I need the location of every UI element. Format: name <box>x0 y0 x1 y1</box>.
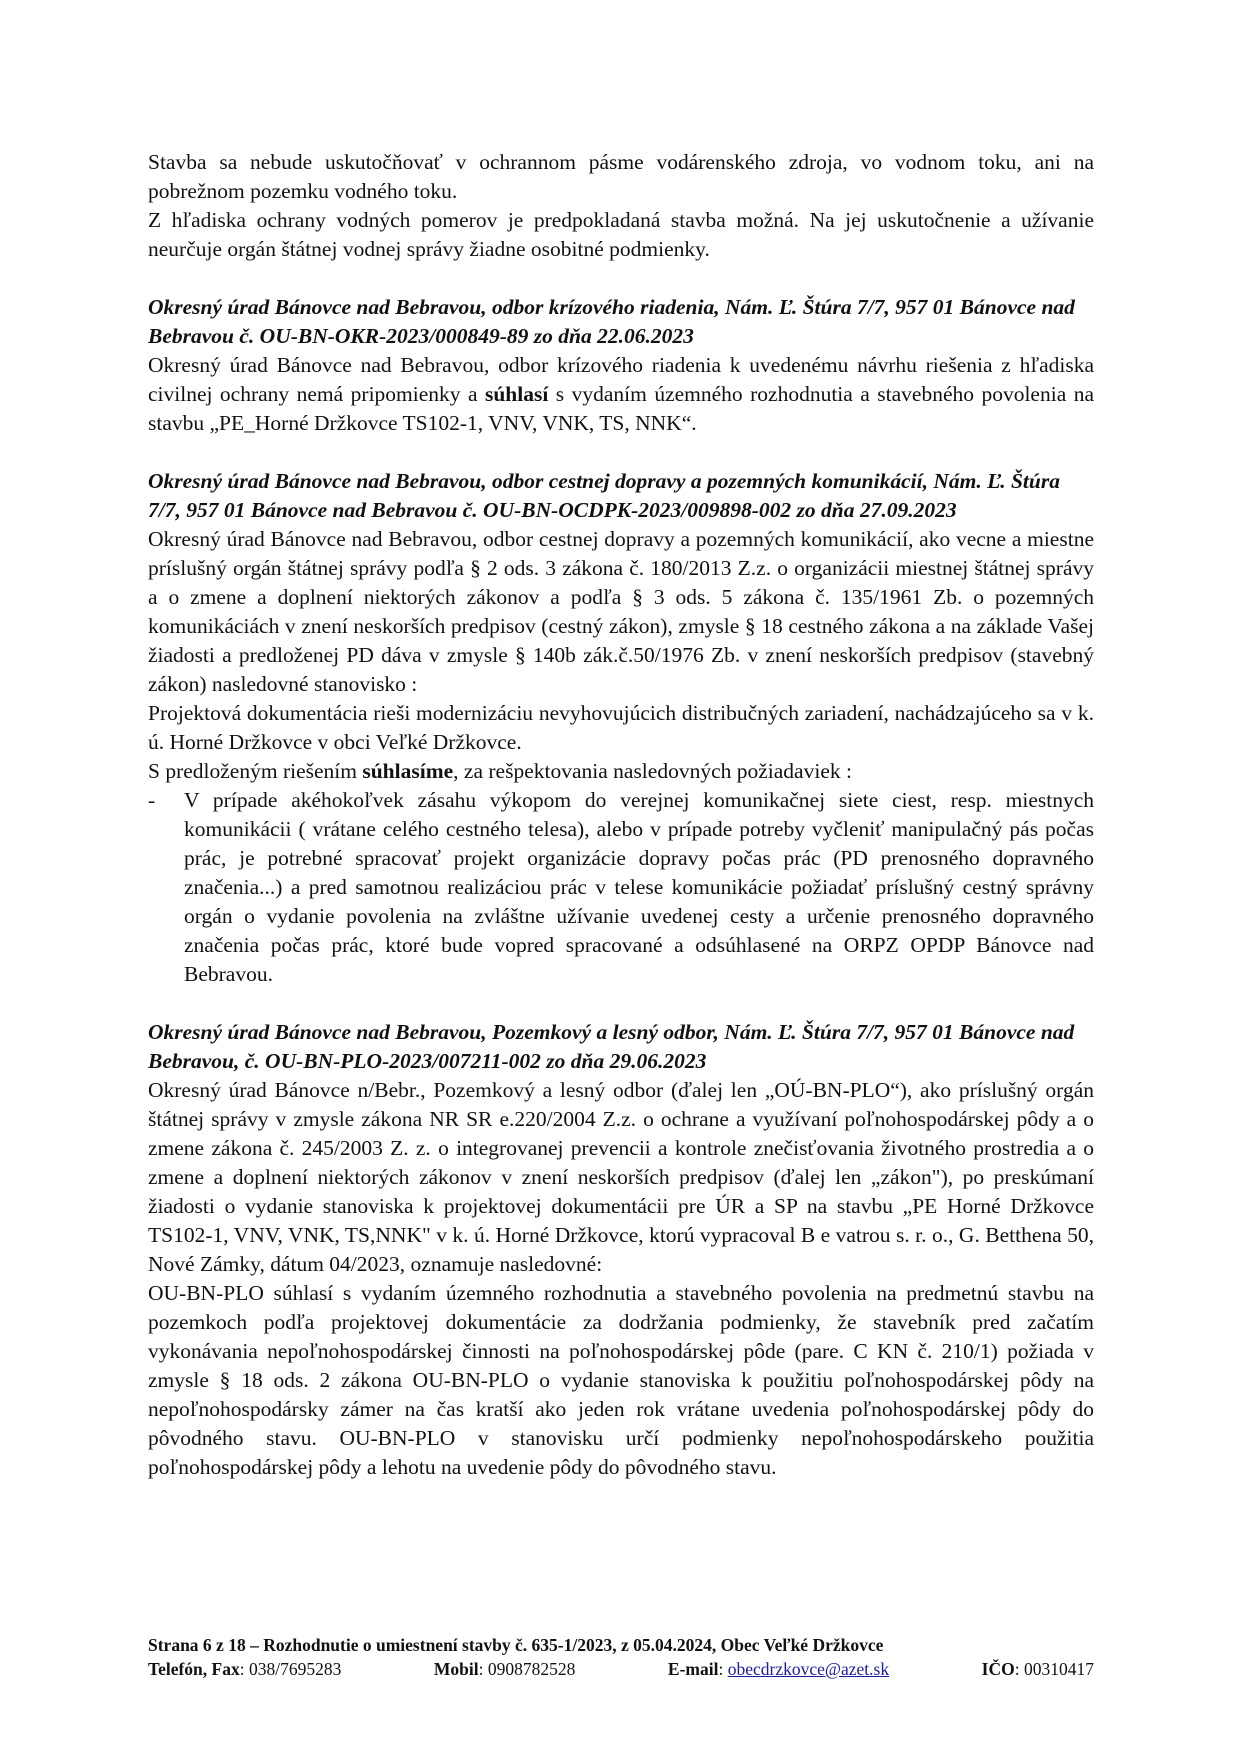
footer-email: E-mail: obecdrzkovce@azet.sk <box>667 1659 890 1679</box>
footer-phone: Telefón, Fax: 038/7695283 <box>148 1659 342 1679</box>
list-item: - V prípade akéhokoľvek zásahu výkopom do verejnej komunikačnej siete ciest, resp. miestnych komunikácii ( vrátane celého cestného telesa), alebo v prípade potreby vyčleniť manipulačný pás počas prác, je potrebné spracovať projekt organizácie dopravy počas prác (PD prenosného dopravného značenia...) a pred samotnou realizáciou prác v telese komunikácie požiadať príslušný cestný správny orgán o vydanie povolenia na zvláštne užívanie uvedenej cesty a určenie prenosného dopravného značenia počas prác, ktoré bude vopred spracované a odsúhlasené na ORPZ OPDP Bánovce nad Bebravou. <box>148 788 1094 986</box>
footer-mobile: Mobil: 0908782528 <box>433 1659 576 1679</box>
section-okr-heading: Okresný úrad Bánovce nad Bebravou, odbor krízového riadenia, Nám. Ľ. Štúra 7/7, 957 01 Bánovce nad Bebravou č. OU-BN-OKR-2023/000849-89 zo dňa 22.06.2023 <box>148 295 1075 348</box>
footer-contacts <box>148 1657 1094 1681</box>
section-ocdpk-paragraph-2: Projektová dokumentácia rieši modernizáciu nevyhovujúcich distribučných zariadení, nachádzajúceho sa v k. ú. Horné Držkovce v obci Veľké Držkovce. <box>148 701 1094 754</box>
document-page <box>148 148 1094 1482</box>
email-link[interactable]: obecdrzkovce@azet.sk <box>727 1659 890 1679</box>
footer-ico: IČO: 00310417 <box>981 1659 1094 1679</box>
footer-page-info: Strana 6 z 18 – Rozhodnutie o umiestnení stavby č. 635-1/2023, z 05.04.2024, Obec Veľké Držkovce <box>148 1635 884 1655</box>
section-plo-heading: Okresný úrad Bánovce nad Bebravou, Pozemkový a lesný odbor, Nám. Ľ. Štúra 7/7, 957 01 Bánovce nad Bebravou, č. OU-BN-PLO-2023/007211-002 zo dňa 29.06.2023 <box>148 1020 1075 1073</box>
section-ocdpk-heading: Okresný úrad Bánovce nad Bebravou, odbor cestnej dopravy a pozemných komunikácií, Nám. Ľ. Štúra 7/7, 957 01 Bánovce nad Bebravou č. OU-BN-OCDPK-2023/009898-002 zo dňa 27.09.2023 <box>148 469 1060 522</box>
section-ocdpk-paragraph-3: S predloženým riešením súhlasíme, za rešpektovania nasledovných požiadaviek : <box>148 759 852 783</box>
dash-bullet: - <box>148 788 156 812</box>
intro-paragraph-1: Stavba sa nebude uskutočňovať v ochrannom pásme vodárenského zdroja, vo vodnom toku, ani na pobrežnom pozemku vodného toku. <box>148 150 1094 203</box>
requirements-list <box>148 786 1094 989</box>
intro-paragraph-2: Z hľadiska ochrany vodných pomerov je predpokladaná stavba možná. Na jej uskutočnenie a užívanie neurčuje orgán štátnej vodnej správy žiadne osobitné podmienky. <box>148 208 1094 261</box>
section-plo-paragraph-1: Okresný úrad Bánovce n/Bebr., Pozemkový a lesný odbor (ďalej len „OÚ-BN-PLO“), ako príslušný orgán štátnej správy v zmysle zákona NR SR e.220/2004 Z.z. o ochrane a využívaní poľnohospodárskej pôdy a o zmene zákona č. 245/2003 Z. z. o integrovanej prevencii a kontrole znečisťovania životného prostredia a o zmene a doplnení niektorých zákonov v znení neskorších predpisov (ďalej len „zákon"), po preskúmaní žiadosti o vydanie stanoviska k projektovej dokumentácii pre ÚR a SP na stavbu „PE Horné Držkovce TS102-1, VNV, VNK, TS,NNK" v k. ú. Horné Držkovce, ktorú vypracoval B e vatrou s. r. o., G. Betthena 50, Nové Zámky, dátum 04/2023, oznamuje nasledovné: <box>148 1078 1094 1276</box>
section-ocdpk-paragraph-1: Okresný úrad Bánovce nad Bebravou, odbor cestnej dopravy a pozemných komunikácií, ako vecne a miestne príslušný orgán štátnej správy podľa § 2 ods. 3 zákona č. 180/2013 Z.z. o organizácii miestnej štátnej správy a o zmene a doplnení niektorých zákonov a podľa § 3 ods. 5 zákona č. 135/1961 Zb. o pozemných komunikáciách v znení neskorších predpisov (cestný zákon), zmysle § 18 cestného zákona a na základe Vašej žiadosti a predloženej PD dáva v zmysle § 140b zák.č.50/1976 Zb. v znení neskorších predpisov (stavebný zákon) nasledovné stanovisko : <box>148 527 1094 696</box>
section-okr-text: Okresný úrad Bánovce nad Bebravou, odbor krízového riadenia k uvedenému návrhu riešenia z hľadiska civilnej ochrany nemá pripomienky a súhlasí s vydaním územného rozhodnutia a stavebného povolenia na stavbu „PE_Horné Držkovce TS102-1, VNV, VNK, TS, NNK“. <box>148 353 1094 435</box>
page-footer <box>148 1633 1094 1681</box>
section-plo-paragraph-2: OU-BN-PLO súhlasí s vydaním územného rozhodnutia a stavebného povolenia na predmetnú stavbu na pozemkoch podľa projektovej dokumentácie za dodržania podmienky, že stavebník pred začatím vykonávania nepoľnohospodárskej činnosti na poľnohospodárskej pôde (pare. C KN č. 210/1) požiada v zmysle § 18 ods. 2 zákona OU-BN-PLO o vydanie stanoviska k použitiu poľnohospodárskej pôdy na nepoľnohospodársky zámer na čas kratší ako jeden rok vrátane uvedenia poľnohospodárskej pôdy do pôvodného stavu. OU-BN-PLO v stanovisku určí podmienky nepoľnohospodárskeho použitia poľnohospodárskej pôdy a lehotu na uvedenie pôdy do pôvodného stavu. <box>148 1281 1094 1479</box>
